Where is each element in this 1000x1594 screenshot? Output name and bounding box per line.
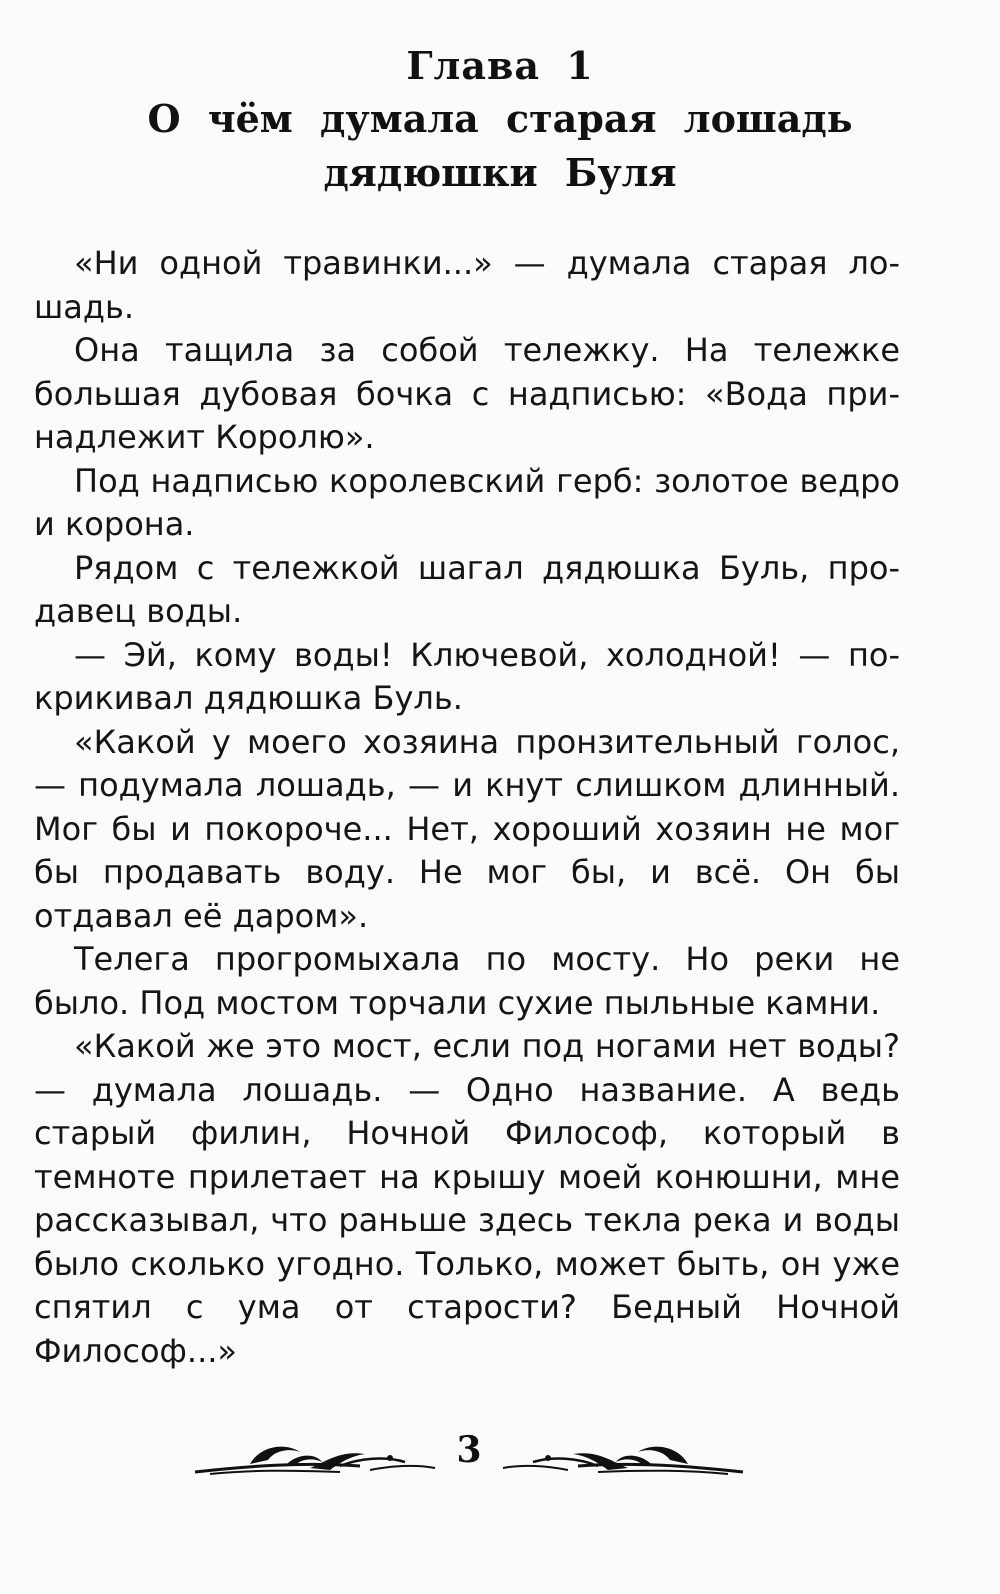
paragraph: «Какой же это мост, если под ногами нет воды? — думала лошадь. — Одно название. А ведь старый филин, Ночной Философ, который в темноте прилетает на крышу моей конюшни, мне рассказывал, что раньше здесь текла река и воды было сколько угодно. Только, может быть, он уже спятил с ума от старости? Бедный Ночной Философ...»: [34, 1027, 900, 1370]
page-number: 3: [456, 1429, 482, 1471]
paragraph: Под надписью королевский герб: золотое ведро и корона.: [34, 461, 900, 543]
paragraph: Телега прогромыхала по мосту. Но реки не было. Под мостом торчали сухие пыльные камни.: [34, 940, 900, 1022]
chapter-title-line-2: дядюшки Буля: [323, 150, 677, 195]
paragraph: «Ни одной травинки...» — думала старая лошадь.: [34, 244, 900, 326]
paragraph: «Какой у моего хозяина пронзительный голос, — подумала лошадь, — и кнут слишком длинный. Мог бы и покороче... Нет, хороший хозяин не мог бы продавать воду. Не мог бы, и всё. Он бы отдавал её даром».: [34, 722, 900, 935]
paragraph: — Эй, кому воды! Ключевой, холодной! — покрикивал дядюшка Буль.: [34, 635, 900, 717]
chapter-body: [34, 242, 900, 1373]
right-flourish-ornament-icon: [498, 1436, 748, 1480]
paragraph: Рядом с тележкой шагал дядюшка Буль, продавец воды.: [34, 548, 900, 630]
paragraph: Она тащила за собой тележку. На тележке большая дубовая бочка с надписью: «Вода принадлежит Королю».: [34, 331, 900, 456]
page-footer: [0, 1428, 1000, 1498]
left-flourish-ornament-icon: [190, 1436, 440, 1480]
chapter-title-line-1: О чём думала старая лошадь: [147, 96, 853, 141]
chapter-header: [0, 40, 1000, 200]
chapter-number: Глава 1: [406, 43, 594, 88]
